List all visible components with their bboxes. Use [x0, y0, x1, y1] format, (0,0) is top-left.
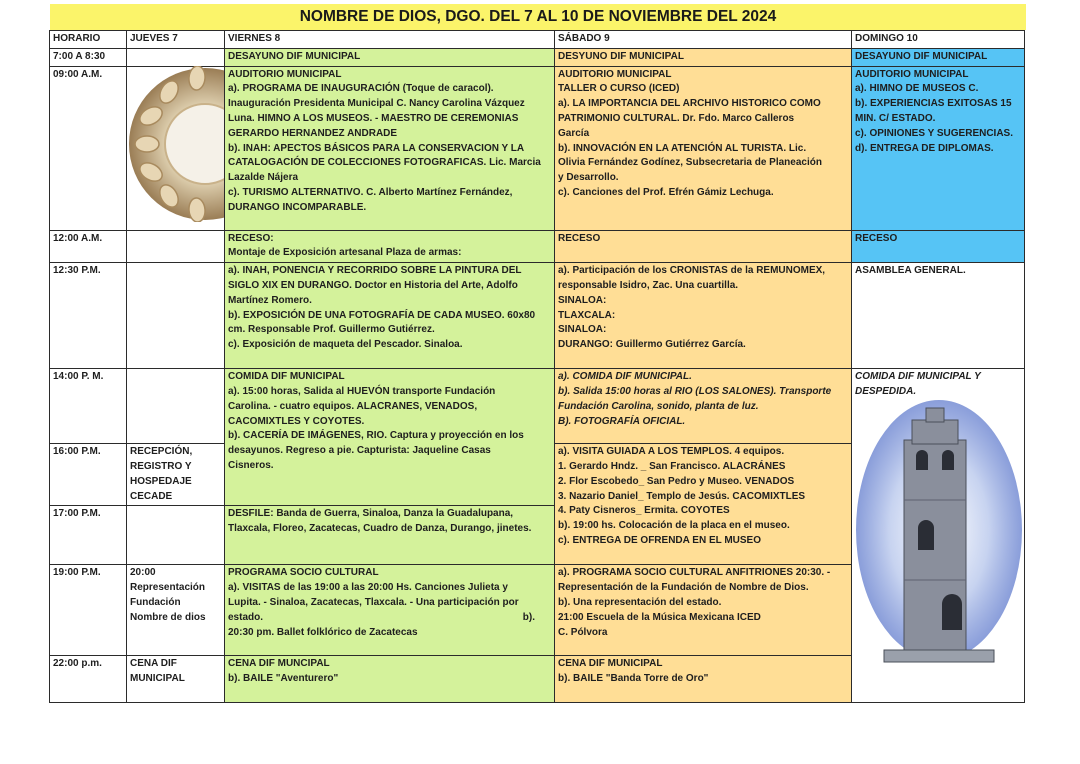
- cell-line: Lazalde Nájera: [228, 172, 299, 184]
- cell-line: RECESO:: [228, 232, 274, 244]
- cell-line: TALLER O CURSO (ICED): [558, 83, 680, 95]
- cell-line: AUDITORIO MUNICIPAL: [228, 68, 342, 80]
- cell-line: DURANGO INCOMPARABLE.: [228, 201, 367, 213]
- cell-line: Fundación Carolina, sonido, planta de luz.: [558, 400, 759, 412]
- cell-line: Tlaxcala, Floreo, Zacatecas, Cuadro de Danza, Durango, jinetes.: [228, 523, 532, 535]
- cell-line: a). VISITA GUIADA A LOS TEMPLOS. 4 equipos.: [558, 446, 785, 458]
- jueves-cell: [127, 230, 225, 263]
- cell-line: b). Salida 15:00 horas al RIO (LOS SALONES). Transporte: [558, 385, 832, 397]
- cell-line: MUNICIPAL: [130, 673, 185, 685]
- jueves-cell: [127, 565, 225, 656]
- viernes-cell: [225, 369, 555, 506]
- cell-line: Representación de la Fundación de Nombre de Dios.: [558, 582, 809, 594]
- viernes-cell: [225, 656, 555, 703]
- time-cell: 16:00 P.M.: [50, 444, 127, 506]
- cell-line: c). Exposición de maqueta del Pescador. Sinaloa.: [228, 339, 463, 351]
- cell-line: b). CACERÍA DE IMÁGENES, RIO. Captura y proyección en los: [228, 430, 524, 442]
- cell-line: Lupita. - Sinaloa, Zacatecas, Tlaxcala. - Una participación por: [228, 596, 519, 608]
- cell-line: Luna. HIMNO A LOS MUSEOS. - MAESTRO DE CEREMONIAS: [228, 112, 519, 124]
- cell-line: AUDITORIO MUNICIPAL: [855, 68, 969, 80]
- page-title: NOMBRE DE DIOS, DGO. DEL 7 AL 10 DE NOVIEMBRE DEL 2024: [50, 4, 1026, 30]
- cell-line: CATALOGACIÓN DE COLECCIONES FOTOGRAFICAS. Lic. Marcia: [228, 157, 541, 169]
- cell-line: c). TURISMO ALTERNATIVO. C. Alberto Martínez Fernández,: [228, 186, 513, 198]
- cell-line: TLAXCALA:: [558, 309, 616, 321]
- cell-line: HOSPEDAJE: [130, 475, 192, 487]
- cell-line: RECEPCIÓN,: [130, 446, 193, 458]
- time-cell: 7:00 A 8:30: [50, 48, 127, 66]
- cell-line: SINALOA:: [558, 324, 607, 336]
- cell-line: DESPEDIDA.: [855, 385, 917, 397]
- cell-line: a). PROGRAMA SOCIO CULTURAL ANFITRIONES 20:30. -: [558, 567, 831, 579]
- cell-line: CECADE: [130, 490, 173, 502]
- viernes-cell: [225, 506, 555, 565]
- cell-line: a). LA IMPORTANCIA DEL ARCHIVO HISTORICO COMO: [558, 98, 821, 110]
- cell-line: a). HIMNO DE MUSEOS C.: [855, 83, 979, 95]
- viernes-cell: [225, 66, 555, 230]
- cell-line: Olivia Fernández Godínez, Subsecretaria de Planeación: [558, 157, 822, 169]
- viernes-cell: [225, 230, 555, 263]
- cell-line: a). INAH, PONENCIA Y RECORRIDO SOBRE LA PINTURA DEL: [228, 265, 522, 277]
- cell-line: CENA DIF MUNCIPAL: [228, 658, 330, 670]
- cell-line: c). Canciones del Prof. Efrén Gámiz Lechuga.: [558, 186, 774, 198]
- cell-line: b). INAH: APECTOS BÁSICOS PARA LA CONSERVACION Y LA: [228, 142, 525, 154]
- domingo-cell: DESAYUNO DIF MUNICIPAL: [852, 48, 1025, 66]
- cell-line: b). BAILE "Aventurero": [228, 673, 339, 685]
- cell-line: REGISTRO Y: [130, 460, 192, 472]
- cell-line: Nombre de dios: [130, 611, 206, 623]
- cell-line: estado. b).: [228, 611, 535, 623]
- cell-line: b). 19:00 hs. Colocación de la placa en el museo.: [558, 520, 790, 532]
- cell-line: García: [558, 127, 590, 139]
- cell-line: 20:00: [130, 567, 156, 579]
- header-horario: HORARIO: [50, 31, 127, 49]
- header-row: [50, 31, 1025, 49]
- sabado-cell: [555, 656, 852, 703]
- cell-line: desayunos. Regreso a pie. Capturista: Jaqueline Casas: [228, 445, 491, 457]
- cell-line: 3. Nazario Daniel_ Templo de Jesús. CACOMIXTLES: [558, 490, 806, 502]
- cell-line: DURANGO: Guillermo Gutiérrez García.: [558, 339, 746, 351]
- time-cell: 12:00 A.M.: [50, 230, 127, 263]
- cell-line: Carolina. - cuatro equipos. ALACRANES, VENADOS,: [228, 400, 478, 412]
- time-cell: 12:30 P.M.: [50, 263, 127, 369]
- cell-line: AUDITORIO MUNICIPAL: [558, 68, 672, 80]
- header-sabado: SÁBADO 9: [555, 31, 852, 49]
- header-viernes: VIERNES 8: [225, 31, 555, 49]
- cell-line: y Desarrollo.: [558, 172, 619, 184]
- cell-line: Cisneros.: [228, 459, 274, 471]
- cell-line: DESFILE: Banda de Guerra, Sinaloa, Danza la Guadalupana,: [228, 508, 514, 520]
- domingo-cell: ASAMBLEA GENERAL.: [852, 263, 1025, 369]
- church-tower-image: [854, 400, 1024, 700]
- cell-line: SINALOA:: [558, 294, 607, 306]
- cell-line: d). ENTREGA DE DIPLOMAS.: [855, 142, 994, 154]
- ammonite-fossil-image: [127, 66, 224, 222]
- domingo-cell: [852, 66, 1025, 230]
- jueves-cell: [127, 263, 225, 369]
- time-cell: 19:00 P.M.: [50, 565, 127, 656]
- sabado-cell: [555, 444, 852, 565]
- row-1200: [50, 230, 1025, 263]
- cell-line: GERARDO HERNANDEZ ANDRADE: [228, 127, 398, 139]
- cell-line: CENA DIF: [130, 658, 177, 670]
- cell-line: b). INNOVACIÓN EN LA ATENCIÓN AL TURISTA. Lic.: [558, 142, 807, 154]
- viernes-cell: DESAYUNO DIF MUNICIPAL: [225, 48, 555, 66]
- cell-line: CACOMIXTLES Y COYOTES.: [228, 415, 365, 427]
- time-cell: 14:00 P. M.: [50, 369, 127, 444]
- cell-line: B). FOTOGRAFÍA OFICIAL.: [558, 415, 686, 427]
- cell-line: b). Una representación del estado.: [558, 596, 722, 608]
- viernes-cell: [225, 263, 555, 369]
- sabado-cell: DESYUNO DIF MUNICIPAL: [555, 48, 852, 66]
- cell-line: b). EXPERIENCIAS EXITOSAS 15: [855, 98, 1012, 110]
- header-jueves: JUEVES 7: [127, 31, 225, 49]
- cell-line: COMIDA DIF MUNICIPAL Y: [855, 371, 981, 383]
- cell-line: a). VISITAS de las 19:00 a las 20:00 Hs. Canciones Julieta y: [228, 582, 508, 594]
- cell-line: b). EXPOSICIÓN DE UNA FOTOGRAFÍA DE CADA MUSEO. 60x80: [228, 309, 536, 321]
- cell-line: b). BAILE "Banda Torre de Oro": [558, 673, 709, 685]
- cell-line: Inauguración Presidenta Municipal C. Nancy Carolina Vázquez: [228, 98, 525, 110]
- sabado-cell: [555, 66, 852, 230]
- cell-line: Representación: [130, 582, 206, 594]
- sabado-cell: [555, 369, 852, 444]
- cell-line: a). Participación de los CRONISTAS de la REMUNOMEX,: [558, 265, 826, 277]
- cell-line: Martínez Romero.: [228, 294, 312, 306]
- sabado-cell: RECESO: [555, 230, 852, 263]
- jueves-cell: [127, 656, 225, 703]
- time-cell: 22:00 p.m.: [50, 656, 127, 703]
- cell-line: responsable Isidro, Zac. Una cuartilla.: [558, 279, 739, 291]
- cell-line: SIGLO XIX EN DURANGO. Doctor en Historia del Arte, Adolfo: [228, 279, 518, 291]
- jueves-cell: [127, 369, 225, 444]
- cell-line: cm. Responsable Prof. Guillermo Gutiérrez.: [228, 324, 435, 336]
- cell-line: 20:30 pm. Ballet folklórico de Zacatecas: [228, 626, 418, 638]
- cell-line: PROGRAMA SOCIO CULTURAL: [228, 567, 379, 579]
- cell-line: 2. Flor Escobedo_ San Pedro y Museo. VENADOS: [558, 475, 795, 487]
- cell-line: c). ENTREGA DE OFRENDA EN EL MUSEO: [558, 534, 761, 546]
- sabado-cell: [555, 565, 852, 656]
- header-domingo: DOMINGO 10: [852, 31, 1025, 49]
- cell-line: a). COMIDA DIF MUNICIPAL.: [558, 371, 692, 383]
- cell-line: PATRIMONIO CULTURAL. Dr. Fdo. Marco Calleros: [558, 112, 795, 124]
- time-cell: 09:00 A.M.: [50, 66, 127, 230]
- cell-line: 4. Paty Cisneros_ Ermita. COYOTES: [558, 505, 730, 517]
- jueves-cell: [127, 506, 225, 565]
- cell-line: 1. Gerardo Hndz. _ San Francisco. ALACRÁNES: [558, 460, 786, 472]
- jueves-cell: [127, 48, 225, 66]
- time-cell: 17:00 P.M.: [50, 506, 127, 565]
- jueves-cell: [127, 444, 225, 506]
- domingo-cell: RECESO: [852, 230, 1025, 263]
- cell-line: CENA DIF MUNICIPAL: [558, 658, 663, 670]
- cell-line: Fundación: [130, 596, 181, 608]
- cell-line: Montaje de Exposición artesanal Plaza de armas:: [228, 247, 462, 259]
- cell-line: C. Pólvora: [558, 626, 608, 638]
- row-1230: [50, 263, 1025, 369]
- cell-line: c). OPINIONES Y SUGERENCIAS.: [855, 127, 1014, 139]
- cell-line: a). 15:00 horas, Salida al HUEVÓN transporte Fundación: [228, 385, 496, 397]
- viernes-cell: [225, 565, 555, 656]
- row-desayuno: [50, 48, 1025, 66]
- sabado-cell: [555, 263, 852, 369]
- cell-line: COMIDA DIF MUNICIPAL: [228, 371, 345, 383]
- cell-line: 21:00 Escuela de la Música Mexicana ICED: [558, 611, 761, 623]
- cell-line: MIN. C/ ESTADO.: [855, 112, 936, 124]
- cell-line: a). PROGRAMA DE INAUGURACIÓN (Toque de caracol).: [228, 83, 494, 95]
